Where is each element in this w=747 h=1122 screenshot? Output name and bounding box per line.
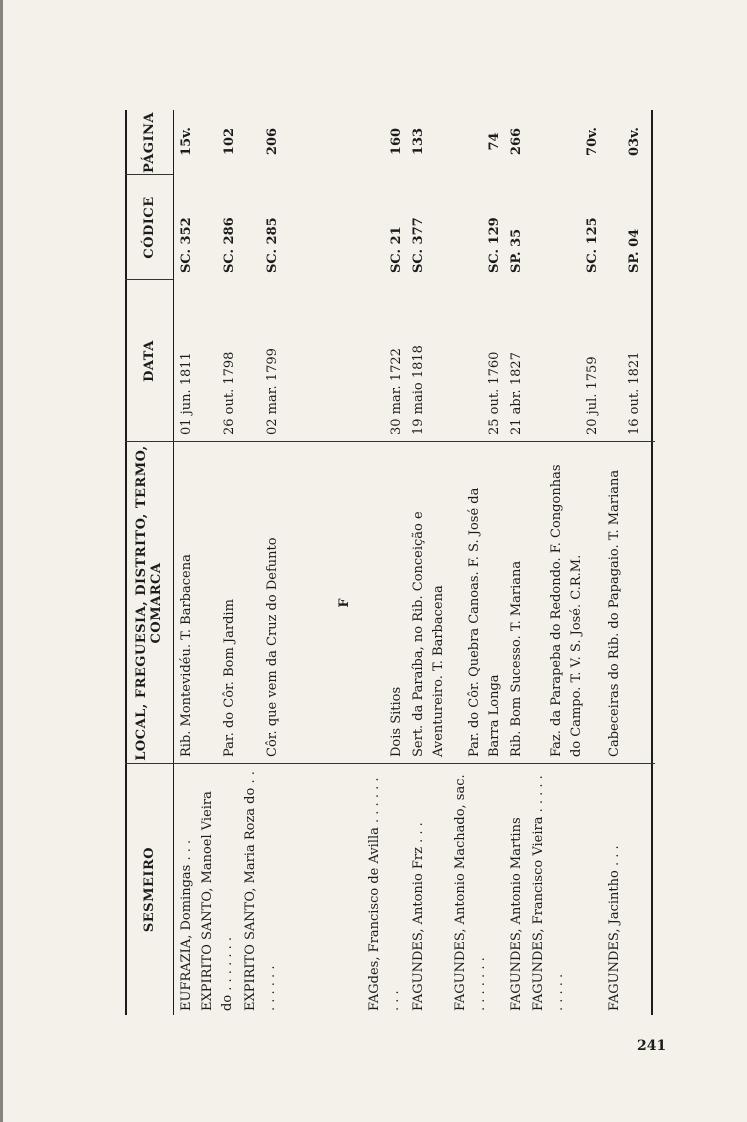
header-data: DATA — [141, 340, 157, 382]
table-row-pagina: 74 — [487, 132, 502, 151]
table-row-sesmeiro: FAGUNDES, Antonio Martins — [509, 817, 524, 1011]
table-row-codice: SC. 286 — [222, 217, 237, 273]
table-row-codice: SP. 04 — [627, 228, 642, 273]
section-letter: F — [337, 598, 352, 608]
table-row-codice: SC. 129 — [487, 217, 502, 273]
table-row-codice: SP. 35 — [509, 228, 524, 273]
page-number: 241 — [637, 1038, 667, 1054]
table-row-sesmeiro: FAGUNDES, Francisco Vieira . . . . . . . . . . — [531, 775, 566, 1011]
table-row-sesmeiro: EXPIRITO SANTO, Manoel Vieira do . . . . . . . — [200, 791, 235, 1011]
table-bottom-rule — [651, 110, 653, 1015]
table-row-local: Cabeceiras do Rib. do Papagaio. T. Mariana — [607, 469, 622, 757]
table-row-local: Faz. da Parapeba do Redondo. F. Congonhas do Campo. T. V. S. José. C.R.M. — [549, 464, 584, 757]
table-row-local: Par. do Côr. Bom Jardim — [222, 599, 237, 757]
table-row-data: 21 abr. 1827 — [509, 352, 524, 435]
sesmarias-table — [125, 110, 655, 1015]
table-row-sesmeiro: EUFRAZIA, Domingas . . . — [179, 839, 194, 1011]
table-row-pagina: 206 — [265, 127, 280, 156]
table-row-pagina: 133 — [411, 127, 426, 156]
table-row-data: 20 jul. 1759 — [585, 356, 600, 435]
table-row-codice: SC. 125 — [585, 217, 600, 273]
page-edge — [0, 0, 3, 1122]
table-row-data: 30 mar. 1722 — [389, 348, 404, 435]
table-row-sesmeiro: FAGUNDES, Antonio Machado, sac. . . . . . . . — [453, 774, 488, 1011]
table-row-pagina: 160 — [389, 127, 404, 156]
table-row-data: 02 mar. 1799 — [265, 348, 280, 435]
table-row-local: Côr. que vem da Cruz do Defunto — [265, 537, 280, 757]
table-row-codice: SC. 352 — [179, 217, 194, 273]
table-row-pagina: 70v. — [585, 127, 600, 156]
header-rule — [173, 110, 174, 1015]
table-row-data: 01 jun. 1811 — [179, 352, 194, 435]
table-row-local: Rib. Bom Sucesso. T. Mariana — [509, 560, 524, 757]
table-row-local: Sert. da Paraíba, no Rib. Conceição e Aventureiro. T. Barbacena — [411, 511, 446, 757]
table-row-sesmeiro: FAGdes, Francisco de Avilla . . . . . . . . . — [367, 777, 402, 1011]
column-separator — [125, 441, 655, 442]
table-row-sesmeiro: EXPIRITO SANTO, Maria Roza do . . . . . . . . — [243, 771, 278, 1011]
table-row-sesmeiro: FAGUNDES, Jacintho . . . — [607, 845, 622, 1011]
table-row-data: 16 out. 1821 — [627, 351, 642, 435]
header-sesmeiro: SESMEIRO — [141, 846, 157, 933]
table-row-pagina: 266 — [509, 127, 524, 156]
table-row-pagina: 102 — [222, 127, 237, 156]
table-row-local: Par. do Côr. Quebra Canoas. F. S. José da Barra Longa — [467, 487, 502, 757]
table-row-data: 25 out. 1760 — [487, 351, 502, 435]
header-pagina: PÁGINA — [141, 111, 157, 174]
table-row-local: Dois Sitios — [389, 686, 404, 757]
table-row-sesmeiro: FAGUNDES, Antonio Frz . . . — [411, 822, 426, 1011]
column-separator — [125, 763, 655, 764]
table-row-data: 26 out. 1798 — [222, 351, 237, 435]
table-row-local: Rib. Montevidéu. T. Barbacena — [179, 554, 194, 757]
table-row-pagina: 15v. — [179, 127, 194, 156]
table-row-pagina: 03v. — [627, 127, 642, 156]
header-codice: CÓDICE — [141, 196, 157, 259]
header-local: LOCAL, FREGUESIA, DISTRITO, TERMO, COMARCA — [134, 445, 164, 761]
table-row-codice: SC. 21 — [389, 226, 404, 273]
table-row-codice: SC. 377 — [411, 217, 426, 273]
table-row-codice: SC. 285 — [265, 217, 280, 273]
table-row-data: 19 maio 1818 — [411, 345, 426, 435]
